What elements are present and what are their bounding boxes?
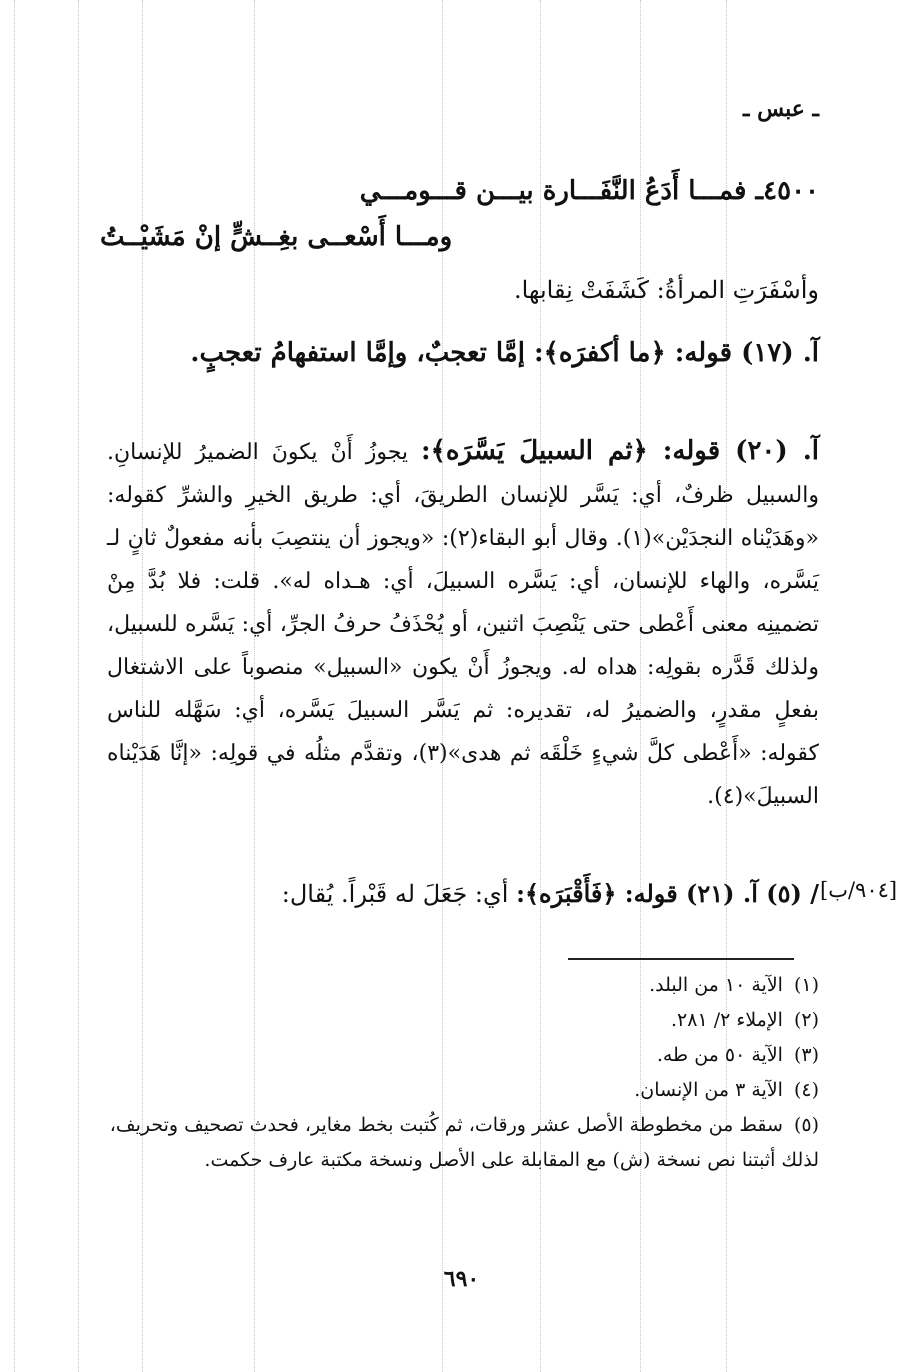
footnote-text: الآية ٥٠ من طه.	[656, 1044, 783, 1066]
verse-line-1: ٤٥٠٠ـ فمـــا أَدَعُ النَّفَـــارة بيـــن قـــومـــي	[359, 176, 819, 206]
scan-dotted-line	[14, 0, 15, 1372]
verse-20-commentary: يجوزُ أَنْ يكونَ الضميرُ للإنسانِ. والسبيل ظرفٌ، أي: يَسَّر للإنسان الطريقَ، أي: طريق الخيرِ والشرِّ كقوله: «وهَدَيْناه النجدَيْن»(١). وقال أبو البقاء(٢): «ويجوز أن ينتصِبَ بأنه مفعولٌ ثانٍ لـ يَسَّره، والهاء للإنسان، أي: يَسَّره السبيلَ، أي: هـداه له». قلت: فلا بُدَّ مِنْ تضمينِه معنى أَعْطى حتى يَنْصِبَ اثنين، أو يُحْذَفُ حرفُ الجرِّ، أي: يَسَّره للسبيل، ولذلك قَدَّره بقولِه: هداه له. ويجوزُ أَنْ يكون «السبيل» منصوباً على الاشتغال بفعلٍ مقدرٍ، والضميرُ له، تقديره: ثم يَسَّر السبيلَ يَسَّره، أي: سَهَّله للناس كقوله: «أَعْطى كلَّ شيءٍ خَلْقَه ثم هدى»(٣)، وتقدَّم مثلُه في قولِه: «إنَّا هَدَيْناه السبيلَ»(٤).	[107, 440, 820, 809]
scan-dotted-line	[78, 0, 79, 1372]
footnote-number: (٤)	[793, 1079, 819, 1101]
verse-21-heading: / (٥) آ. (٢١) قوله: ﴿فَأَقْبَرَه﴾:	[516, 879, 819, 908]
verse-21-commentary: أي: جَعَلَ له قَبْراً. يُقال:	[281, 880, 509, 908]
footnote-text: سقط من مخطوطة الأصل عشر ورقات، ثم كُتبت بخط مغاير، فحدث تصحيف وتحريف، لذلك أثبتنا نص نسخة (ش) مع المقابلة على الأصل ونسخة مكتبة عارف حكمت.	[109, 1114, 819, 1171]
manuscript-folio-reference: [٩٠٤/ب]	[820, 878, 898, 902]
paragraph-verse-17: آ. (١٧) قوله: ﴿ما أكفرَه﴾: إمَّا تعجبٌ، وإمَّا استفهامُ تعجبٍ.	[190, 338, 819, 368]
footnote-text: الآية ١٠ من البلد.	[649, 974, 783, 996]
footnotes	[107, 968, 819, 1178]
footnote-item	[107, 1108, 819, 1178]
paragraph-verse-20	[107, 430, 819, 818]
footnote-item	[107, 1073, 819, 1108]
verse-line-2: ومـــا أَسْعــى بغِــشٍّ إنْ مَشَيْــتُ	[100, 222, 453, 252]
footnote-item	[107, 1003, 819, 1038]
footnote-number: (٣)	[793, 1044, 819, 1066]
footnote-separator	[568, 958, 794, 960]
footnote-number: (١)	[793, 974, 819, 996]
footnote-text: الآية ٣ من الإنسان.	[634, 1079, 783, 1101]
verse-20-heading: آ. (٢٠) قوله: ﴿ثم السبيلَ يَسَّرَه﴾:	[421, 436, 819, 466]
running-header: ـ عبس ـ	[742, 96, 819, 122]
footnote-number: (٥)	[793, 1114, 819, 1136]
footnote-number: (٢)	[793, 1009, 819, 1031]
gloss-line: وأسْفَرَتِ المرأةُ: كَشَفَتْ نِقابها.	[513, 276, 819, 304]
page-number: ٦٩٠	[443, 1266, 480, 1292]
footnote-text: الإملاء ٢/ ٢٨١.	[671, 1009, 783, 1031]
paragraph-verse-21	[107, 872, 819, 916]
footnote-item	[107, 1038, 819, 1073]
footnote-item	[107, 968, 819, 1003]
